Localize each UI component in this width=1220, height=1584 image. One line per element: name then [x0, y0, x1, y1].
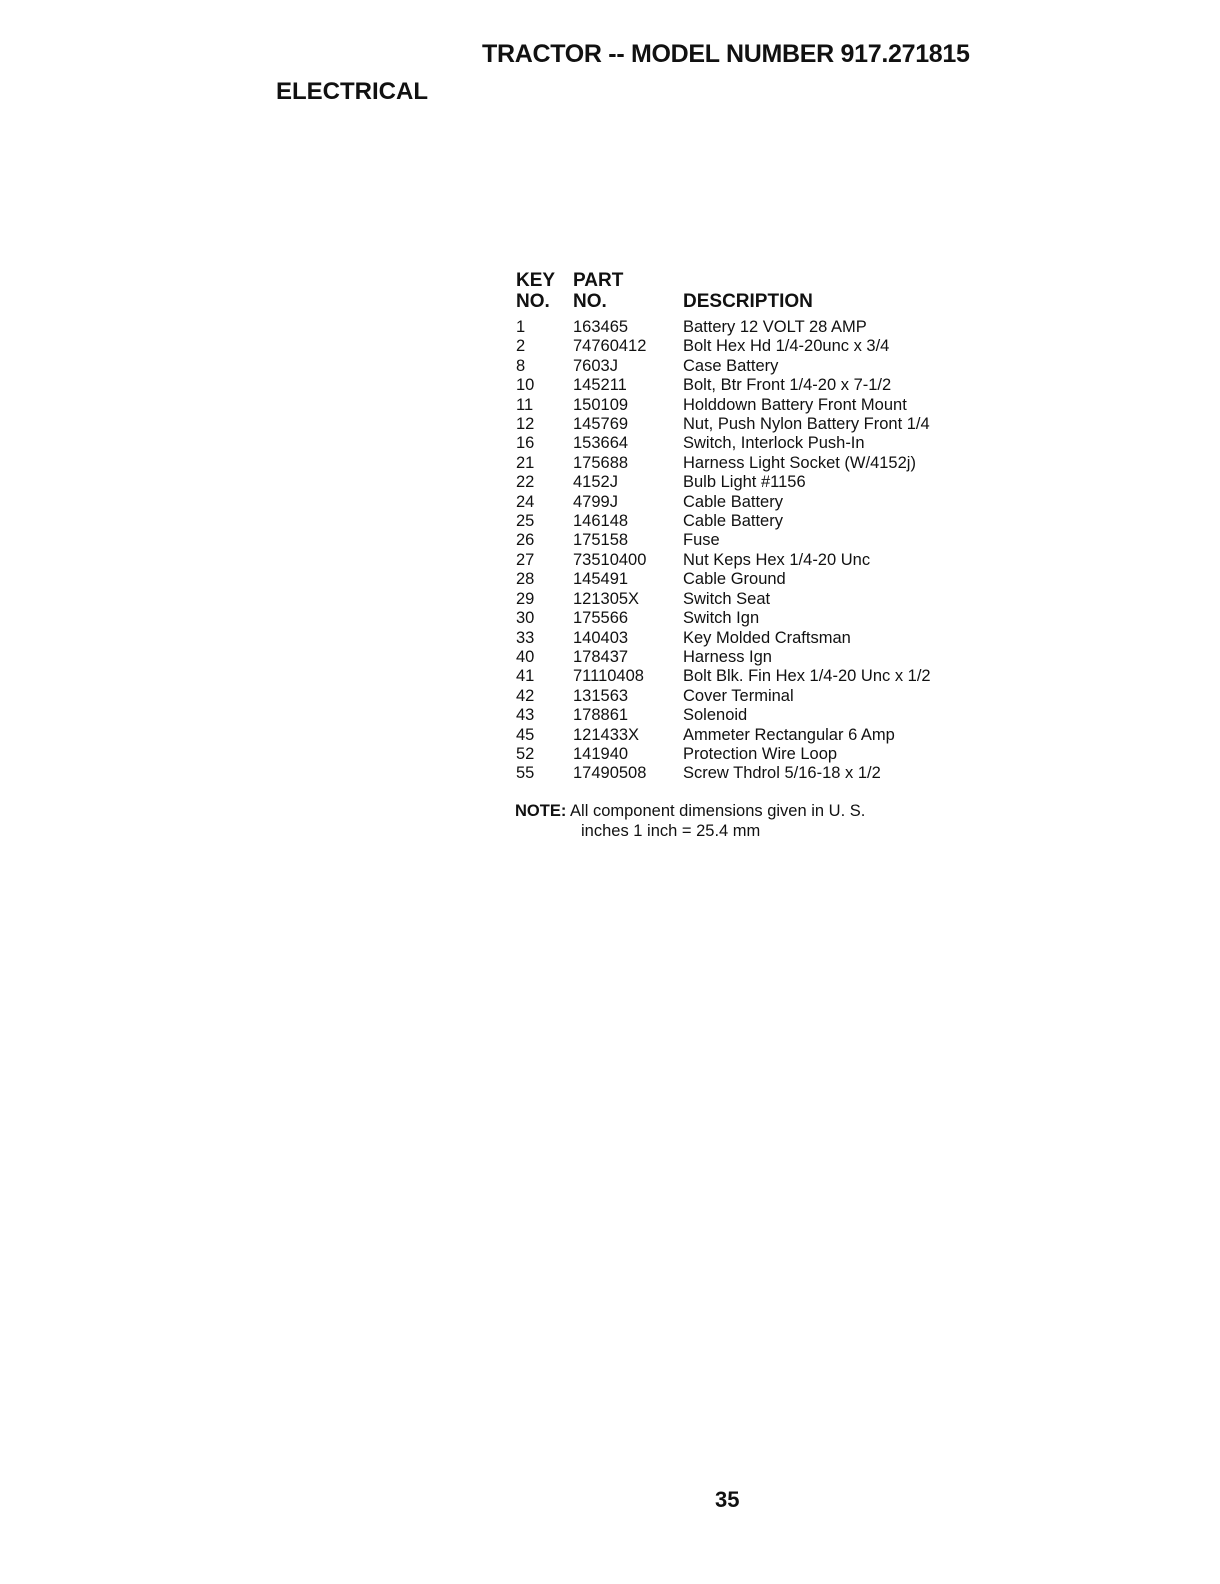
note-text-2: inches 1 inch = 25.4 mm [581, 822, 761, 840]
description-cell: Cable Ground [683, 570, 786, 589]
part-no-cell: 131563 [573, 686, 629, 705]
description-cell: Protection Wire Loop [683, 744, 838, 763]
key-no-cell: 8 [516, 356, 526, 375]
key-no-cell: 43 [516, 706, 535, 725]
header-row-1 [516, 270, 983, 291]
table-row [516, 454, 983, 473]
page-number: 35 [715, 1487, 740, 1512]
table-row [516, 590, 983, 609]
table-row [516, 531, 983, 550]
table-row [516, 396, 983, 415]
key-no-cell: 29 [516, 589, 535, 608]
table-row [516, 337, 983, 356]
part-no-cell: 175566 [573, 609, 629, 628]
note-label: NOTE: [515, 802, 567, 820]
key-no-cell: 55 [516, 764, 535, 783]
part-no-cell: 175158 [573, 531, 629, 550]
description-cell: Bulb Light #1156 [683, 473, 806, 492]
table-row [516, 357, 983, 376]
note-text-1: All component dimensions given in U. S. [570, 802, 866, 820]
key-no-cell: 52 [516, 744, 535, 763]
part-no-cell: 121305X [573, 589, 640, 608]
key-no-cell: 30 [516, 609, 535, 628]
part-no-cell: 175688 [573, 453, 629, 472]
table-row [516, 764, 983, 783]
key-no-cell: 33 [516, 628, 535, 647]
part-no-cell: 4152J [573, 473, 618, 492]
part-no-cell: 121433X [573, 725, 640, 744]
key-no-cell: 27 [516, 550, 535, 569]
key-no-cell: 22 [516, 473, 535, 492]
key-no-cell: 12 [516, 415, 535, 434]
part-no-cell: 73510400 [573, 550, 647, 569]
description-cell: Bolt Hex Hd 1/4-20unc x 3/4 [683, 337, 890, 356]
description-header: DESCRIPTION [683, 291, 813, 312]
table-row [516, 629, 983, 648]
part-no-cell: 71110408 [573, 667, 644, 686]
description-cell: Key Molded Craftsman [683, 628, 851, 647]
description-cell: Case Battery [683, 356, 779, 375]
key-no-cell: 40 [516, 647, 535, 666]
part-no-cell: 178437 [573, 647, 629, 666]
description-cell: Holddown Battery Front Mount [683, 395, 907, 414]
table-row [516, 473, 983, 492]
description-cell: Battery 12 VOLT 28 AMP [683, 318, 867, 336]
key-no-cell: 45 [516, 725, 535, 744]
table-row [516, 706, 983, 725]
part-no-header-line1: PART [573, 270, 624, 291]
part-no-cell: 153664 [573, 434, 629, 453]
description-cell: Switch, Interlock Push-In [683, 434, 865, 453]
part-no-cell: 140403 [573, 628, 629, 647]
parts-table [516, 270, 983, 784]
table-row [516, 376, 983, 395]
part-no-cell: 145491 [573, 570, 629, 589]
key-no-cell: 21 [516, 453, 535, 472]
description-cell: Bolt, Btr Front 1/4-20 x 7-1/2 [683, 376, 892, 395]
key-no-header-line2: NO. [516, 291, 550, 312]
part-no-header-line2: NO. [573, 291, 607, 312]
description-cell: Cable Battery [683, 512, 783, 531]
part-no-cell: 145211 [573, 376, 627, 395]
description-cell: Harness Ign [683, 647, 772, 666]
description-cell: Nut Keps Hex 1/4-20 Unc [683, 550, 871, 569]
note [515, 801, 865, 841]
key-no-cell: 41 [516, 667, 535, 686]
table-row [516, 687, 983, 706]
part-no-cell: 4799J [573, 492, 618, 511]
part-no-cell: 146148 [573, 512, 629, 531]
key-no-cell: 24 [516, 492, 535, 511]
table-row [516, 609, 983, 628]
description-cell: Cable Battery [683, 492, 783, 511]
table-row [516, 551, 983, 570]
description-cell: Switch Seat [683, 589, 771, 608]
table-row [516, 493, 983, 512]
key-no-cell: 1 [516, 318, 526, 336]
key-no-cell: 26 [516, 531, 535, 550]
key-no-cell: 25 [516, 512, 535, 531]
part-no-cell: 17490508 [573, 764, 647, 783]
description-cell: Cover Terminal [683, 686, 794, 705]
key-no-cell: 2 [516, 337, 526, 356]
section-heading: ELECTRICAL [276, 78, 428, 105]
description-cell: Switch Ign [683, 609, 760, 628]
key-no-cell: 10 [516, 376, 535, 395]
description-cell: Screw Thdrol 5/16-18 x 1/2 [683, 764, 881, 783]
key-no-cell: 42 [516, 686, 535, 705]
parts-table-header [516, 270, 983, 318]
part-no-cell: 7603J [573, 356, 618, 375]
key-no-cell: 16 [516, 434, 535, 453]
description-cell: Fuse [683, 531, 720, 550]
part-no-cell: 145769 [573, 415, 629, 434]
part-no-cell: 74760412 [573, 337, 647, 356]
key-no-cell: 28 [516, 570, 535, 589]
key-no-header-line1: KEY [516, 270, 556, 291]
description-cell: Ammeter Rectangular 6 Amp [683, 725, 895, 744]
table-row [516, 512, 983, 531]
table-row [516, 434, 983, 453]
page-title: TRACTOR -- MODEL NUMBER 917.271815 [482, 40, 970, 68]
description-cell: Nut, Push Nylon Battery Front 1/4 [683, 415, 930, 434]
description-cell: Bolt Blk. Fin Hex 1/4-20 Unc x 1/2 [683, 667, 931, 686]
table-row [516, 318, 983, 337]
part-no-cell: 178861 [573, 706, 629, 725]
description-header-spacer [683, 270, 983, 291]
part-no-cell: 163465 [573, 318, 629, 336]
header-row-2 [516, 291, 983, 318]
table-row [516, 726, 983, 745]
part-no-cell: 141940 [573, 744, 629, 763]
part-no-cell: 150109 [573, 395, 629, 414]
table-row [516, 415, 983, 434]
key-no-cell: 11 [516, 395, 534, 414]
description-cell: Solenoid [683, 706, 748, 725]
note-line-1 [515, 801, 865, 821]
parts-table-body [516, 318, 983, 784]
table-row [516, 570, 983, 589]
description-cell: Harness Light Socket (W/4152j) [683, 453, 916, 472]
table-row [516, 667, 983, 686]
table-row [516, 648, 983, 667]
table-row [516, 745, 983, 764]
